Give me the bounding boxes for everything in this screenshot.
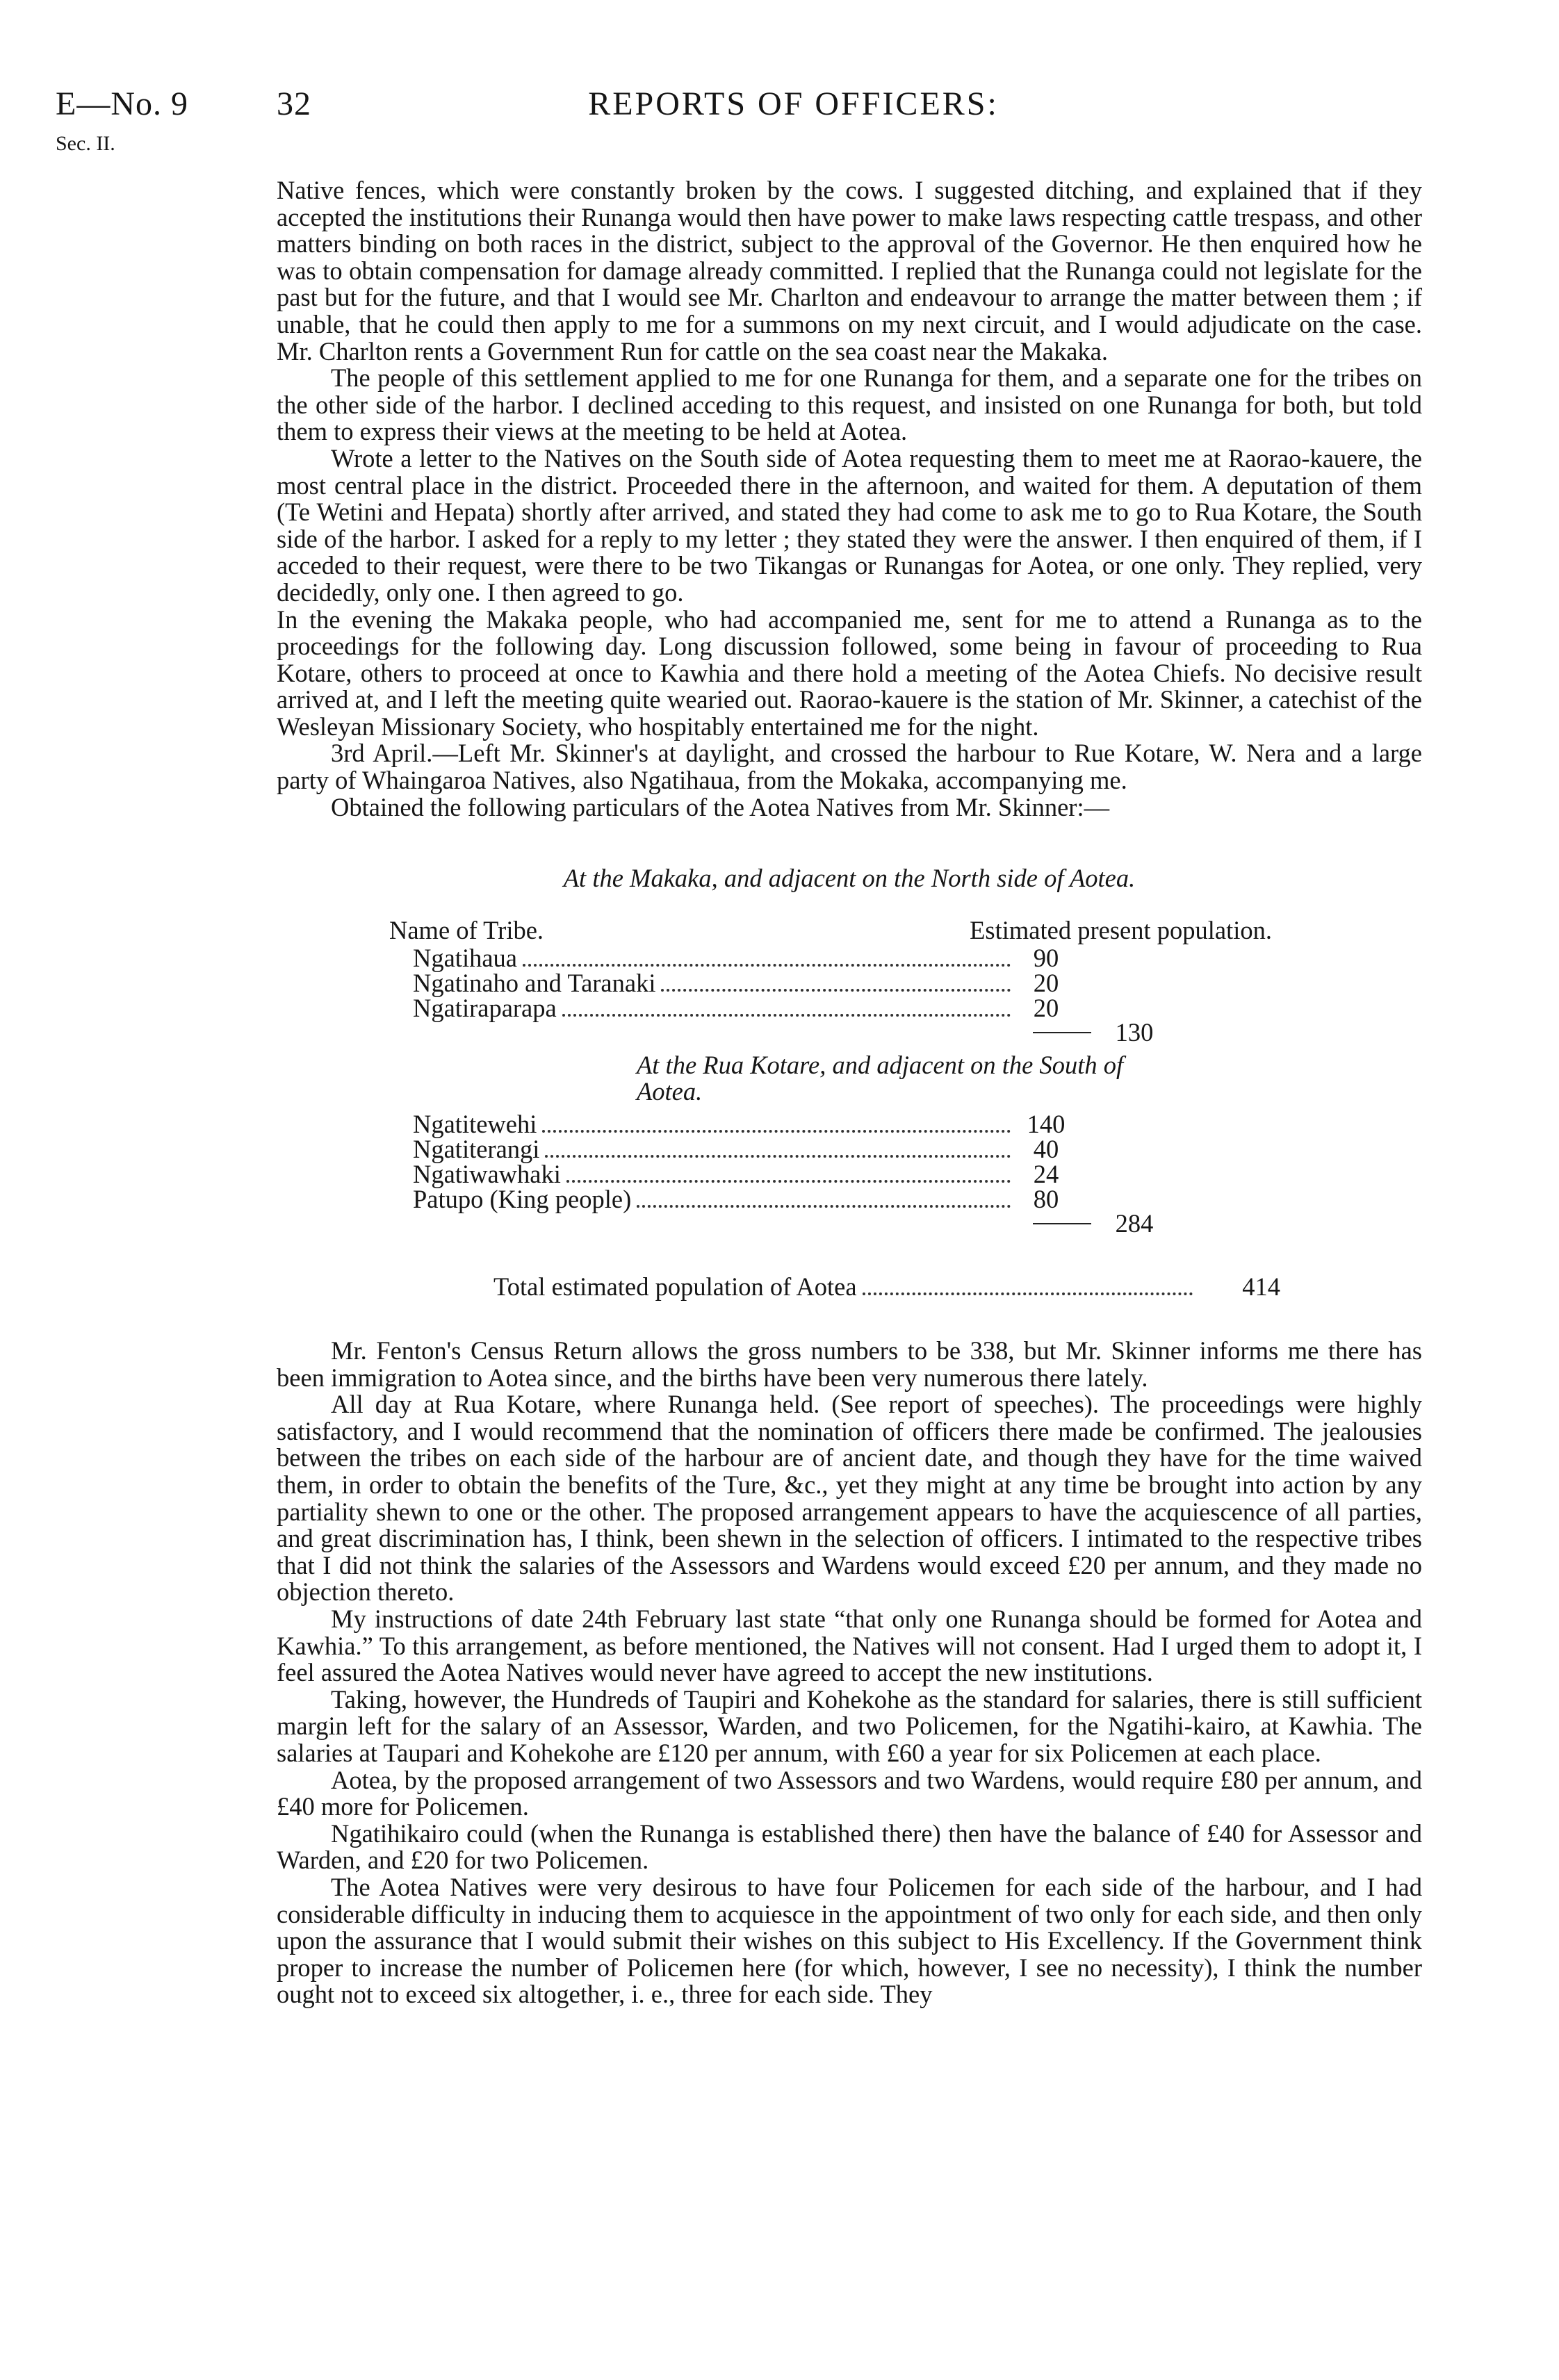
- total-label: Total estimated population of Aotea: [493, 1272, 857, 1302]
- table-row: [389, 1135, 1168, 1164]
- table-row: [389, 970, 1168, 995]
- subtotal-rule: [1033, 1032, 1091, 1033]
- paragraph: Ngatihikairo could (when the Runanga is established there) then have the balance of £40 for Assessor and Warden, and £20 for two Policemen.: [277, 1819, 1422, 1875]
- page-number: 32: [277, 85, 311, 122]
- tribe-population: 20: [1033, 993, 1059, 1022]
- table-row: [389, 1185, 1168, 1214]
- tribe-name: Ngatihaua: [413, 943, 517, 972]
- leader-dots: [523, 964, 1011, 967]
- paragraph: In the evening the Makaka people, who had accompanied me, sent for me to attend a Runanga as to the proceedings for the following day. Long discussion followed, some being in favour of proceeding to Rua Kotare, others to proceed at once to Kawhia and there hold a meeting of the Aotea Chiefs. No decisive result arrived at, and I left the meeting quite wearied out. Raorao-kauere is the station of Mr. Skinner, a catechist of the Wesleyan Missionary Society, who hospitably entertained me for the night.: [277, 605, 1422, 741]
- paragraph: The Aotea Natives were very desirous to have four Policemen for each side of the harbour, and I had considerable difficulty in inducing them to acquiesce in the appointment of two only for each side, and then only upon the assurance that I would submit their wishes on this subject to His Excellency. If the Government think proper to increase the number of Policemen here (for which, however, I see no necessity), I think the number ought not to exceed six altogether, i. e., three for each side. They: [277, 1872, 1422, 2009]
- tribe-name: Ngatiwawhaki: [413, 1160, 561, 1189]
- north-subtotal: 130: [1115, 1017, 1154, 1047]
- paragraph: My instructions of date 24th February last state “that only one Runanga should be formed for Aotea and Kawhia.” To this arrangement, as before mentioned, the Natives will not consent. Had I urged them to adopt it, I feel assured the Aotea Natives would never have agreed to accept the new institutions.: [277, 1604, 1422, 1687]
- leader-dots: [566, 1180, 1011, 1183]
- population-table: [389, 915, 1280, 1302]
- tribe-name: Ngatinaho and Taranaki: [413, 968, 656, 997]
- table-row: [389, 995, 1168, 1020]
- paragraph: All day at Rua Kotare, where Runanga held. (See report of speeches). The proceedings were highly satisfactory, and I would recommend that the nomination of officers there made be confirmed. The jealousies between the tribes on each side of the harbour are of ancient date, and though they have for the time waived them, in order to obtain the benefits of the Ture, &c., yet they might at any time be brought into action by any partiality shewn to one or the other. The proposed arrangement appears to have the acquiescence of all parties, and great discrimination has, I think, been shewn in the selection of officers. I intimated to the respective tribes that I did not think the salaries of the Assessors and Wardens would exceed £20 per annum, and they made no objection thereto.: [277, 1390, 1422, 1607]
- tribe-name: Patupo (King people): [413, 1185, 632, 1214]
- section-label: Sec. II.: [56, 132, 115, 155]
- subtotal-row: [389, 1208, 1168, 1238]
- tribe-population: 40: [1033, 1135, 1059, 1164]
- document-reference: E—No. 9: [56, 85, 188, 122]
- leader-dots: [562, 1014, 1011, 1017]
- leader-dots: [661, 989, 1011, 992]
- leader-dots: [863, 1292, 1193, 1295]
- total-row: [493, 1274, 1280, 1302]
- page-body: [277, 177, 1422, 2008]
- south-subtotal: 284: [1115, 1208, 1154, 1238]
- column-header-tribe: Name of Tribe.: [389, 915, 544, 944]
- subtotal-row: [389, 1017, 1168, 1047]
- column-header-population: Estimated present population.: [970, 915, 1272, 944]
- paragraph: Wrote a letter to the Natives on the South side of Aotea requesting them to meet me at Raorao-kauere, the most central place in the district. Proceeded there in the afternoon, and waited for them. A deputation of them (Te Wetini and Hepata) shortly after arrived, and stated they had come to ask me to go to Rua Kotare, the South side of the harbor. I asked for a reply to my letter ; they stated they were the answer. I then enquired of them, if I acceded to their request, were there to be two Tikangas or Runangas for Aotea, or one only. They replied, very decidedly, only one. I then agreed to go.: [277, 443, 1422, 607]
- paragraph: 3rd April.—Left Mr. Skinner's at daylight, and crossed the harbour to Rue Kotare, W. Nera and a large party of Whaingaroa Natives, also Ngatihaua, from the Mokaka, accompanying me.: [277, 739, 1422, 795]
- paragraph: The people of this settlement applied to me for one Runanga for them, and a separate one for the tribes on the other side of the harbor. I declined acceding to this request, and insisted on one Runanga for both, but told them to express their views at the meeting to be held at Aotea.: [277, 363, 1422, 446]
- total-value: 414: [1242, 1272, 1280, 1302]
- table-row: [389, 945, 1168, 970]
- tribe-name: Ngatitewehi: [413, 1110, 537, 1139]
- leader-dots: [545, 1155, 1011, 1158]
- tribe-population: 140: [1027, 1110, 1066, 1139]
- paragraphs-after-table: [277, 1338, 1422, 2008]
- tribe-population: 80: [1033, 1185, 1059, 1214]
- paragraph: Obtained the following particulars of the Aotea Natives from Mr. Skinner:—: [331, 792, 1110, 821]
- table-heading-south: At the Rua Kotare, and adjacent on the South of Aotea.: [637, 1050, 1124, 1106]
- leader-dots: [542, 1130, 1011, 1133]
- tribe-population: 20: [1033, 968, 1059, 997]
- paragraph: Native fences, which were constantly broken by the cows. I suggested ditching, and explained that if they accepted the institutions their Runanga would then have power to make laws respecting cattle trespass, and other matters binding on both races in the district, subject to the approval of the Governor. He then enquired how he was to obtain compensation for damage already committed. I replied that the Runanga could not legislate for the past but for the future, and that I would see Mr. Charlton and endeavour to arrange the matter between them ; if unable, that he could then apply to me for a summons on my next circuit, and I would adjudicate on the case. Mr. Charlton rents a Government Run for cattle on the sea coast near the Makaka.: [277, 176, 1422, 366]
- tribe-name: Ngatiraparapa: [413, 993, 557, 1022]
- leader-dots: [637, 1205, 1011, 1208]
- table-row: [389, 1160, 1168, 1189]
- table-row: [389, 1110, 1168, 1139]
- tribe-population: 90: [1033, 943, 1059, 972]
- page-title: REPORTS OF OFFICERS:: [588, 85, 999, 122]
- paragraph: Mr. Fenton's Census Return allows the gross numbers to be 338, but Mr. Skinner informs me there has been immigration to Aotea since, and the births have been very numerous there lately.: [277, 1336, 1422, 1392]
- tribe-population: 24: [1033, 1160, 1059, 1189]
- subtotal-rule: [1033, 1223, 1091, 1224]
- paragraph: Taking, however, the Hundreds of Taupiri and Kohekohe as the standard for salaries, there is still sufficient margin left for the salary of an Assessor, Warden, and two Policemen, for the Ngatihi-kairo, at Kawhia. The salaries at Taupari and Kohekohe are £120 per annum, with £60 a year for six Policemen at each place.: [277, 1684, 1422, 1767]
- paragraph: Aotea, by the proposed arrangement of two Assessors and two Wardens, would require £80 per annum, and £40 more for Policemen.: [277, 1765, 1422, 1821]
- table-column-headers: [389, 915, 1272, 945]
- tribe-name: Ngatiterangi: [413, 1135, 540, 1164]
- table-heading-north: At the Makaka, and adjacent on the North side of Aotea.: [563, 864, 1136, 893]
